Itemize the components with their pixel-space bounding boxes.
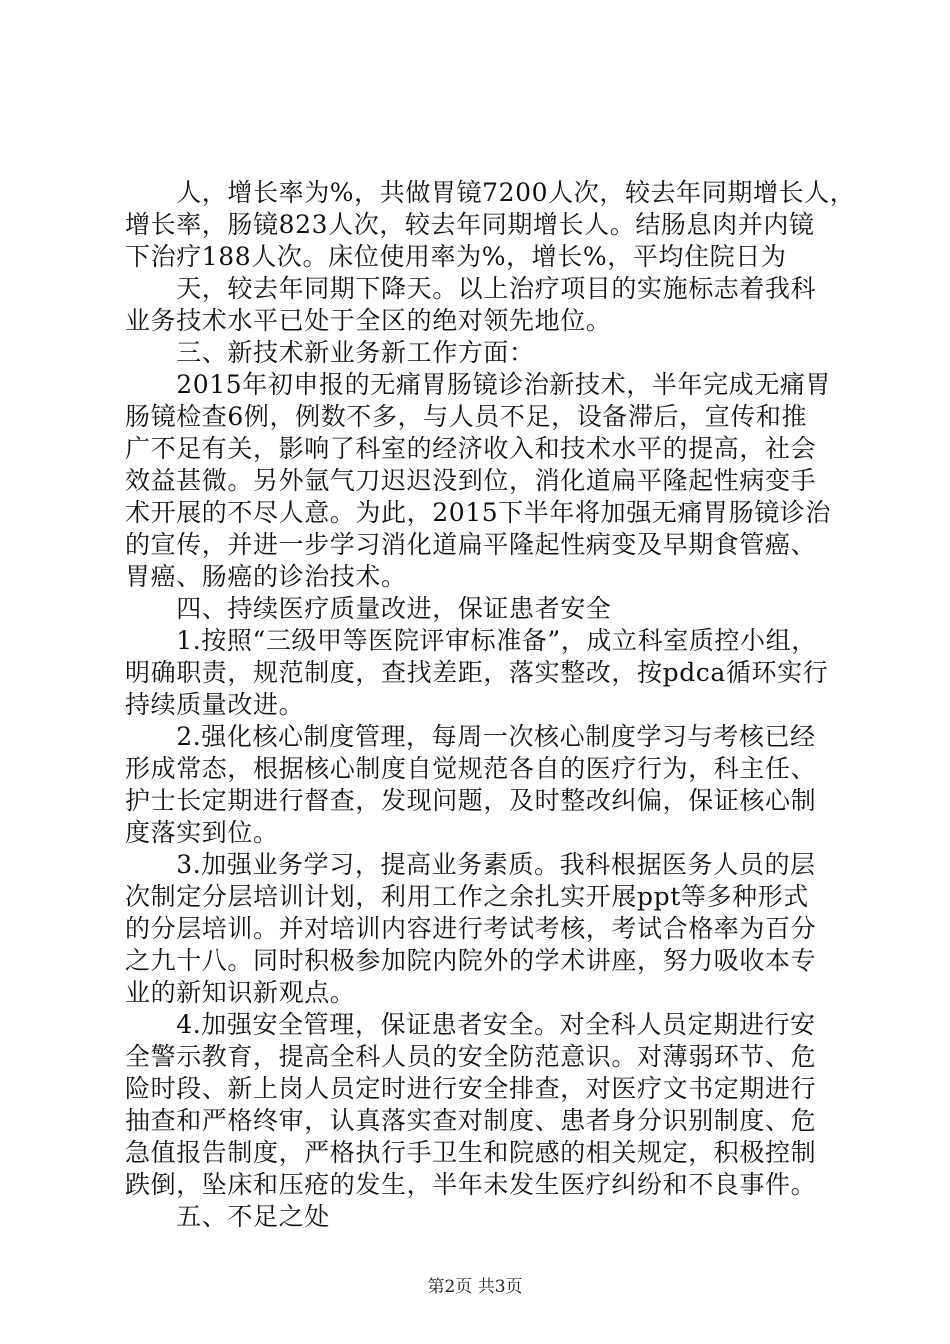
body-text-line: 下治疗188人次。床位使用率为%，增长%，平均住院日为 [125, 242, 787, 271]
body-text-line: 胃癌、肠癌的诊治技术。 [125, 562, 407, 591]
body-text-line: 的分层培训。并对培训内容进行考试考核，考试合格率为百分 [125, 914, 817, 943]
body-text-line: 肠镜检查6例，例数不多，与人员不足，设备滞后，宣传和推 [125, 402, 808, 431]
body-text-line: 2.强化核心制度管理，每周一次核心制度学习与考核已经 [125, 722, 816, 751]
body-text-line: 人，增长率为%，共做胃镜7200人次，较去年同期增长人， [125, 178, 856, 207]
body-text-line: 的宣传，并进一步学习消化道扁平隆起性病变及早期食管癌、 [125, 530, 817, 559]
page-number-footer: 第2页 共3页 [427, 1277, 523, 1297]
body-text-line: 业务技术水平已处于全区的绝对领先地位。 [125, 306, 612, 335]
body-text-line: 险时段、新上岗人员定时进行安全排查，对医疗文书定期进行 [125, 1074, 817, 1103]
body-text-line: 护士长定期进行督查，发现问题，及时整改纠偏，保证核心制 [125, 786, 817, 815]
body-text-line: 全警示教育，提高全科人员的安全防范意识。对薄弱环节、危 [125, 1042, 817, 1071]
body-text-line: 跌倒，坠床和压疮的发生，半年未发生医疗纠纷和不良事件。 [125, 1170, 817, 1199]
section-heading: 五、不足之处 [125, 1202, 330, 1231]
body-text-line: 4.加强安全管理，保证患者安全。对全科人员定期进行安 [125, 1010, 816, 1039]
body-text-line: 效益甚微。另外氩气刀迟迟没到位，消化道扁平隆起性病变手 [125, 466, 817, 495]
section-heading: 三、新技术新业务新工作方面： [125, 338, 535, 367]
body-text-line: 术开展的不尽人意。为此，2015下半年将加强无痛胃肠镜诊治 [125, 498, 832, 527]
body-text-line: 之九十八。同时积极参加院内院外的学术讲座，努力吸收本专 [125, 946, 817, 975]
body-text-line: 1.按照“三级甲等医院评审标准备”，成立科室质控小组， [125, 626, 817, 655]
body-text-line: 业的新知识新观点。 [125, 978, 356, 1007]
section-heading: 四、持续医疗质量改进，保证患者安全 [125, 594, 612, 623]
body-text-line: 形成常态，根据核心制度自觉规范各自的医疗行为，科主任、 [125, 754, 817, 783]
body-text-line: 明确职责，规范制度，查找差距，落实整改，按pdca循环实行 [125, 658, 829, 687]
body-text-line: 次制定分层培训计划，利用工作之余扎实开展ppt等多种形式 [125, 882, 809, 911]
body-text-line: 增长率，肠镜823人次，较去年同期增长人。结肠息肉并内镜 [125, 210, 815, 239]
body-text-line: 抽查和严格终审，认真落实查对制度、患者身分识别制度、危 [125, 1106, 817, 1135]
body-text-line: 3.加强业务学习，提高业务素质。我科根据医务人员的层 [125, 850, 816, 879]
body-text-line: 广不足有关，影响了科室的经济收入和技术水平的提高，社会 [125, 434, 817, 463]
body-text-line: 度落实到位。 [125, 818, 279, 847]
body-text-line: 持续质量改进。 [125, 690, 305, 719]
body-text-line: 2015年初申报的无痛胃肠镜诊治新技术，半年完成无痛胃 [125, 370, 832, 399]
body-text-line: 天，较去年同期下降天。以上治疗项目的实施标志着我科 [125, 274, 817, 303]
body-text-line: 急值报告制度，严格执行手卫生和院感的相关规定，积极控制 [125, 1138, 817, 1167]
